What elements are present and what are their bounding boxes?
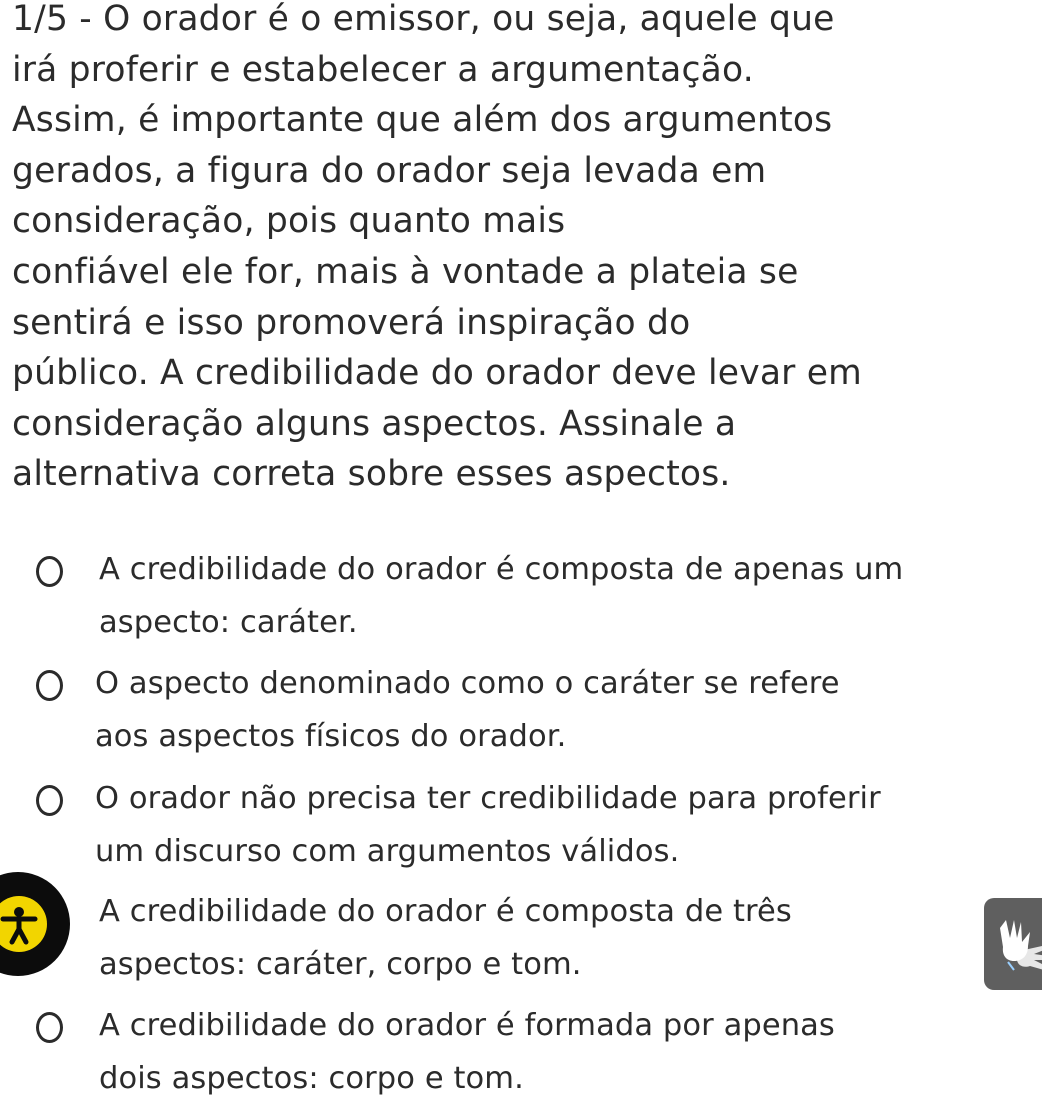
answer-option-1[interactable] xyxy=(32,540,1042,644)
radio-button[interactable] xyxy=(36,670,63,701)
question-line: público. A credibilidade do orador deve levar em xyxy=(12,353,862,394)
option-line: A credibilidade do orador é composta de apenas um xyxy=(99,552,904,587)
radio-button[interactable] xyxy=(36,556,63,587)
question-line: gerados, a figura do orador seja levada em xyxy=(12,150,767,191)
answer-option-text xyxy=(99,544,903,649)
option-line: A credibilidade do orador é formada por apenas xyxy=(99,1008,835,1043)
question-line: confiável ele for, mais à vontade a plateia se xyxy=(12,251,799,292)
radio-button[interactable] xyxy=(36,1012,63,1043)
question-line: 1/5 - O orador é o emissor, ou seja, aquele que xyxy=(12,0,835,39)
answer-option-3[interactable] xyxy=(32,769,1042,873)
answer-option-text xyxy=(95,773,881,878)
question-line: consideração alguns aspectos. Assinale a xyxy=(12,403,737,444)
answer-option-5[interactable] xyxy=(32,996,1042,1100)
answer-option-text xyxy=(95,658,840,763)
question-line: irá proferir e estabelecer a argumentação. xyxy=(12,49,754,90)
sign-language-button[interactable] xyxy=(984,898,1042,990)
answer-option-text xyxy=(99,886,792,991)
sign-language-hands-icon xyxy=(984,898,1042,990)
option-line: O orador não precisa ter credibilidade para proferir xyxy=(95,781,881,816)
accessibility-person-icon xyxy=(0,896,47,952)
option-line: A credibilidade do orador é composta de três xyxy=(99,894,792,929)
accessibility-person-icon-svg xyxy=(0,896,47,952)
option-line: um discurso com argumentos válidos. xyxy=(95,833,680,869)
option-line: aspecto: caráter. xyxy=(99,604,358,640)
question-line: sentirá e isso promoverá inspiração do xyxy=(12,302,691,343)
option-line: O aspecto denominado como o caráter se refere xyxy=(95,666,840,701)
option-line: aos aspectos físicos do orador. xyxy=(95,718,567,754)
option-line: aspectos: caráter, corpo e tom. xyxy=(99,946,582,982)
answer-option-4[interactable] xyxy=(32,882,1042,986)
question-text xyxy=(12,0,1037,500)
option-line: dois aspectos: corpo e tom. xyxy=(99,1060,524,1096)
question-line: consideração, pois quanto mais xyxy=(12,201,566,242)
question-line: alternativa correta sobre esses aspectos. xyxy=(12,454,731,495)
answer-option-text xyxy=(99,1000,835,1105)
question-line: Assim, é importante que além dos argumentos xyxy=(12,100,833,141)
radio-button[interactable] xyxy=(36,785,63,816)
answer-option-2[interactable] xyxy=(32,654,1042,758)
